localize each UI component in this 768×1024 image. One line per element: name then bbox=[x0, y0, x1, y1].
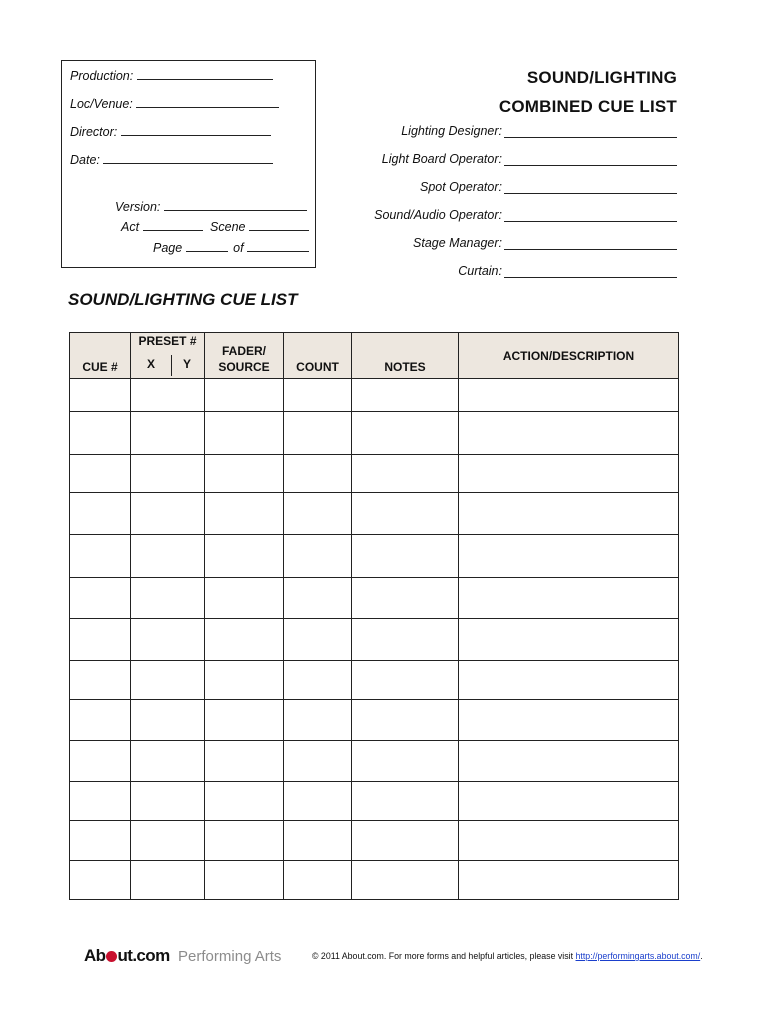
preset-cell[interactable] bbox=[131, 493, 205, 535]
action-description-cell[interactable] bbox=[459, 821, 679, 861]
header-preset bbox=[131, 333, 205, 379]
of-blank[interactable] bbox=[247, 240, 309, 252]
count-cell[interactable] bbox=[284, 535, 352, 578]
notes-cell[interactable] bbox=[352, 493, 459, 535]
notes-cell[interactable] bbox=[352, 741, 459, 782]
table-header-row bbox=[70, 333, 679, 379]
notes-cell[interactable] bbox=[352, 412, 459, 455]
fader-source-cell[interactable] bbox=[205, 412, 284, 455]
page-field bbox=[153, 240, 309, 255]
table-row bbox=[70, 821, 679, 861]
table-row bbox=[70, 661, 679, 700]
notes-cell[interactable] bbox=[352, 700, 459, 741]
date-field bbox=[70, 152, 273, 167]
crew-blank[interactable] bbox=[504, 180, 677, 194]
preset-cell[interactable] bbox=[131, 535, 205, 578]
cue-cell[interactable] bbox=[70, 455, 131, 493]
fader-source-cell[interactable] bbox=[205, 535, 284, 578]
preset-divider bbox=[171, 355, 172, 376]
cue-cell[interactable] bbox=[70, 535, 131, 578]
production-info-box bbox=[61, 60, 316, 268]
crew-blank[interactable] bbox=[504, 264, 677, 278]
notes-cell[interactable] bbox=[352, 379, 459, 412]
crew-row-stage-manager bbox=[340, 236, 677, 254]
production-label: Production: bbox=[70, 69, 134, 83]
fader-source-cell[interactable] bbox=[205, 661, 284, 700]
preset-cell[interactable] bbox=[131, 455, 205, 493]
action-description-cell[interactable] bbox=[459, 455, 679, 493]
cue-cell[interactable] bbox=[70, 700, 131, 741]
notes-cell[interactable] bbox=[352, 535, 459, 578]
preset-cell[interactable] bbox=[131, 412, 205, 455]
production-field bbox=[70, 68, 273, 83]
director-blank[interactable] bbox=[121, 124, 271, 136]
footer bbox=[0, 946, 768, 970]
crew-label: Curtain: bbox=[458, 264, 502, 278]
action-description-cell[interactable] bbox=[459, 700, 679, 741]
header-cue: CUE # bbox=[70, 333, 131, 379]
date-blank[interactable] bbox=[103, 152, 273, 164]
version-field bbox=[115, 199, 307, 214]
table-row bbox=[70, 455, 679, 493]
preset-cell[interactable] bbox=[131, 821, 205, 861]
action-description-cell[interactable] bbox=[459, 412, 679, 455]
copyright-trailing: . bbox=[700, 951, 703, 961]
cue-cell[interactable] bbox=[70, 821, 131, 861]
act-blank[interactable] bbox=[143, 219, 203, 231]
notes-cell[interactable] bbox=[352, 578, 459, 619]
director-label: Director: bbox=[70, 125, 118, 139]
preset-cell[interactable] bbox=[131, 619, 205, 661]
notes-cell[interactable] bbox=[352, 821, 459, 861]
header-count: COUNT bbox=[284, 333, 352, 379]
count-cell[interactable] bbox=[284, 700, 352, 741]
page-blank[interactable] bbox=[186, 240, 228, 252]
action-description-cell[interactable] bbox=[459, 782, 679, 821]
count-cell[interactable] bbox=[284, 578, 352, 619]
scene-label: Scene bbox=[210, 220, 246, 234]
preset-cell[interactable] bbox=[131, 379, 205, 412]
about-logo bbox=[84, 946, 281, 966]
cue-cell[interactable] bbox=[70, 412, 131, 455]
fader-source-cell[interactable] bbox=[205, 578, 284, 619]
preset-cell[interactable] bbox=[131, 782, 205, 821]
header-fader-source bbox=[205, 333, 284, 379]
crew-label: Sound/Audio Operator: bbox=[374, 208, 502, 222]
cue-cell[interactable] bbox=[70, 493, 131, 535]
count-cell[interactable] bbox=[284, 782, 352, 821]
fader-source-cell[interactable] bbox=[205, 700, 284, 741]
page-label: Page bbox=[153, 241, 183, 255]
fader-source-cell[interactable] bbox=[205, 821, 284, 861]
loc-venue-blank[interactable] bbox=[136, 96, 279, 108]
footer-copyright bbox=[312, 951, 703, 961]
logo-suffix: ut.com bbox=[117, 946, 170, 965]
crew-label: Spot Operator: bbox=[420, 180, 502, 194]
action-description-cell[interactable] bbox=[459, 578, 679, 619]
count-cell[interactable] bbox=[284, 412, 352, 455]
table-row bbox=[70, 861, 679, 900]
scene-blank[interactable] bbox=[249, 219, 309, 231]
table-row bbox=[70, 535, 679, 578]
header-notes: NOTES bbox=[352, 333, 459, 379]
fader-source-cell[interactable] bbox=[205, 455, 284, 493]
crew-blank[interactable] bbox=[504, 208, 677, 222]
action-description-cell[interactable] bbox=[459, 493, 679, 535]
version-blank[interactable] bbox=[164, 199, 307, 211]
count-cell[interactable] bbox=[284, 619, 352, 661]
crew-row-spot-operator bbox=[340, 180, 677, 198]
header-preset-x: X bbox=[147, 357, 156, 371]
crew-blank[interactable] bbox=[504, 152, 677, 166]
table-row bbox=[70, 619, 679, 661]
fader-source-cell[interactable] bbox=[205, 379, 284, 412]
count-cell[interactable] bbox=[284, 455, 352, 493]
notes-cell[interactable] bbox=[352, 455, 459, 493]
fader-source-cell[interactable] bbox=[205, 741, 284, 782]
count-cell[interactable] bbox=[284, 741, 352, 782]
crew-blank[interactable] bbox=[504, 124, 677, 138]
loc-venue-label: Loc/Venue: bbox=[70, 97, 133, 111]
table-row bbox=[70, 700, 679, 741]
count-cell[interactable] bbox=[284, 379, 352, 412]
count-cell[interactable] bbox=[284, 821, 352, 861]
crew-label: Light Board Operator: bbox=[381, 152, 502, 166]
section-heading: SOUND/LIGHTING CUE LIST bbox=[68, 290, 298, 309]
notes-cell[interactable] bbox=[352, 619, 459, 661]
table-row bbox=[70, 578, 679, 619]
cue-cell[interactable] bbox=[70, 619, 131, 661]
notes-cell[interactable] bbox=[352, 861, 459, 900]
loc-venue-field bbox=[70, 96, 279, 111]
cue-cell[interactable] bbox=[70, 578, 131, 619]
copyright-text: © 2011 About.com. For more forms and helpful articles, please visit bbox=[312, 951, 576, 961]
logo-prefix: Ab bbox=[84, 946, 106, 965]
table-row bbox=[70, 782, 679, 821]
cue-cell[interactable] bbox=[70, 661, 131, 700]
of-label: of bbox=[233, 241, 244, 255]
table-row bbox=[70, 379, 679, 412]
act-scene-field bbox=[121, 219, 309, 234]
cue-cell[interactable] bbox=[70, 861, 131, 900]
header-fader-line2: SOURCE bbox=[218, 360, 270, 374]
cue-cell[interactable] bbox=[70, 782, 131, 821]
preset-cell[interactable] bbox=[131, 861, 205, 900]
preset-cell[interactable] bbox=[131, 700, 205, 741]
table-row bbox=[70, 412, 679, 455]
count-cell[interactable] bbox=[284, 661, 352, 700]
fader-source-cell[interactable] bbox=[205, 493, 284, 535]
action-description-cell[interactable] bbox=[459, 741, 679, 782]
fader-source-cell[interactable] bbox=[205, 861, 284, 900]
cue-cell[interactable] bbox=[70, 379, 131, 412]
table-row bbox=[70, 493, 679, 535]
notes-cell[interactable] bbox=[352, 661, 459, 700]
logo-section: Performing Arts bbox=[178, 948, 282, 965]
crew-blank[interactable] bbox=[504, 236, 677, 250]
action-description-cell[interactable] bbox=[459, 661, 679, 700]
preset-cell[interactable] bbox=[131, 578, 205, 619]
crew-row-curtain bbox=[340, 264, 677, 282]
date-label: Date: bbox=[70, 153, 100, 167]
cue-cell[interactable] bbox=[70, 741, 131, 782]
preset-cell[interactable] bbox=[131, 661, 205, 700]
action-description-cell[interactable] bbox=[459, 535, 679, 578]
action-description-cell[interactable] bbox=[459, 379, 679, 412]
form-title-line2: COMBINED CUE LIST bbox=[498, 97, 677, 116]
crew-row-lighting-designer bbox=[340, 124, 677, 142]
header-fader-line1: FADER/ bbox=[221, 344, 266, 358]
performingarts-link[interactable]: http://performingarts.about.com/ bbox=[575, 951, 701, 961]
action-description-cell[interactable] bbox=[459, 619, 679, 661]
table-row bbox=[70, 741, 679, 782]
cue-table-body bbox=[70, 379, 679, 900]
form-title-line1: SOUND/LIGHTING bbox=[526, 68, 677, 87]
header-action-description: ACTION/DESCRIPTION bbox=[459, 333, 679, 379]
header-preset-label: PRESET # bbox=[138, 334, 197, 348]
version-label: Version: bbox=[115, 200, 161, 214]
fader-source-cell[interactable] bbox=[205, 619, 284, 661]
crew-row-light-board-operator bbox=[340, 152, 677, 170]
count-cell[interactable] bbox=[284, 493, 352, 535]
cue-table bbox=[69, 332, 679, 900]
logo-red-dot-icon bbox=[106, 951, 117, 962]
action-description-cell[interactable] bbox=[459, 861, 679, 900]
header-preset-y: Y bbox=[183, 357, 192, 371]
crew-label: Lighting Designer: bbox=[401, 124, 502, 138]
director-field bbox=[70, 124, 271, 139]
act-label: Act bbox=[121, 220, 140, 234]
count-cell[interactable] bbox=[284, 861, 352, 900]
production-blank[interactable] bbox=[137, 68, 273, 80]
preset-cell[interactable] bbox=[131, 741, 205, 782]
crew-label: Stage Manager: bbox=[413, 236, 502, 250]
fader-source-cell[interactable] bbox=[205, 782, 284, 821]
crew-row-sound-audio-operator bbox=[340, 208, 677, 226]
notes-cell[interactable] bbox=[352, 782, 459, 821]
